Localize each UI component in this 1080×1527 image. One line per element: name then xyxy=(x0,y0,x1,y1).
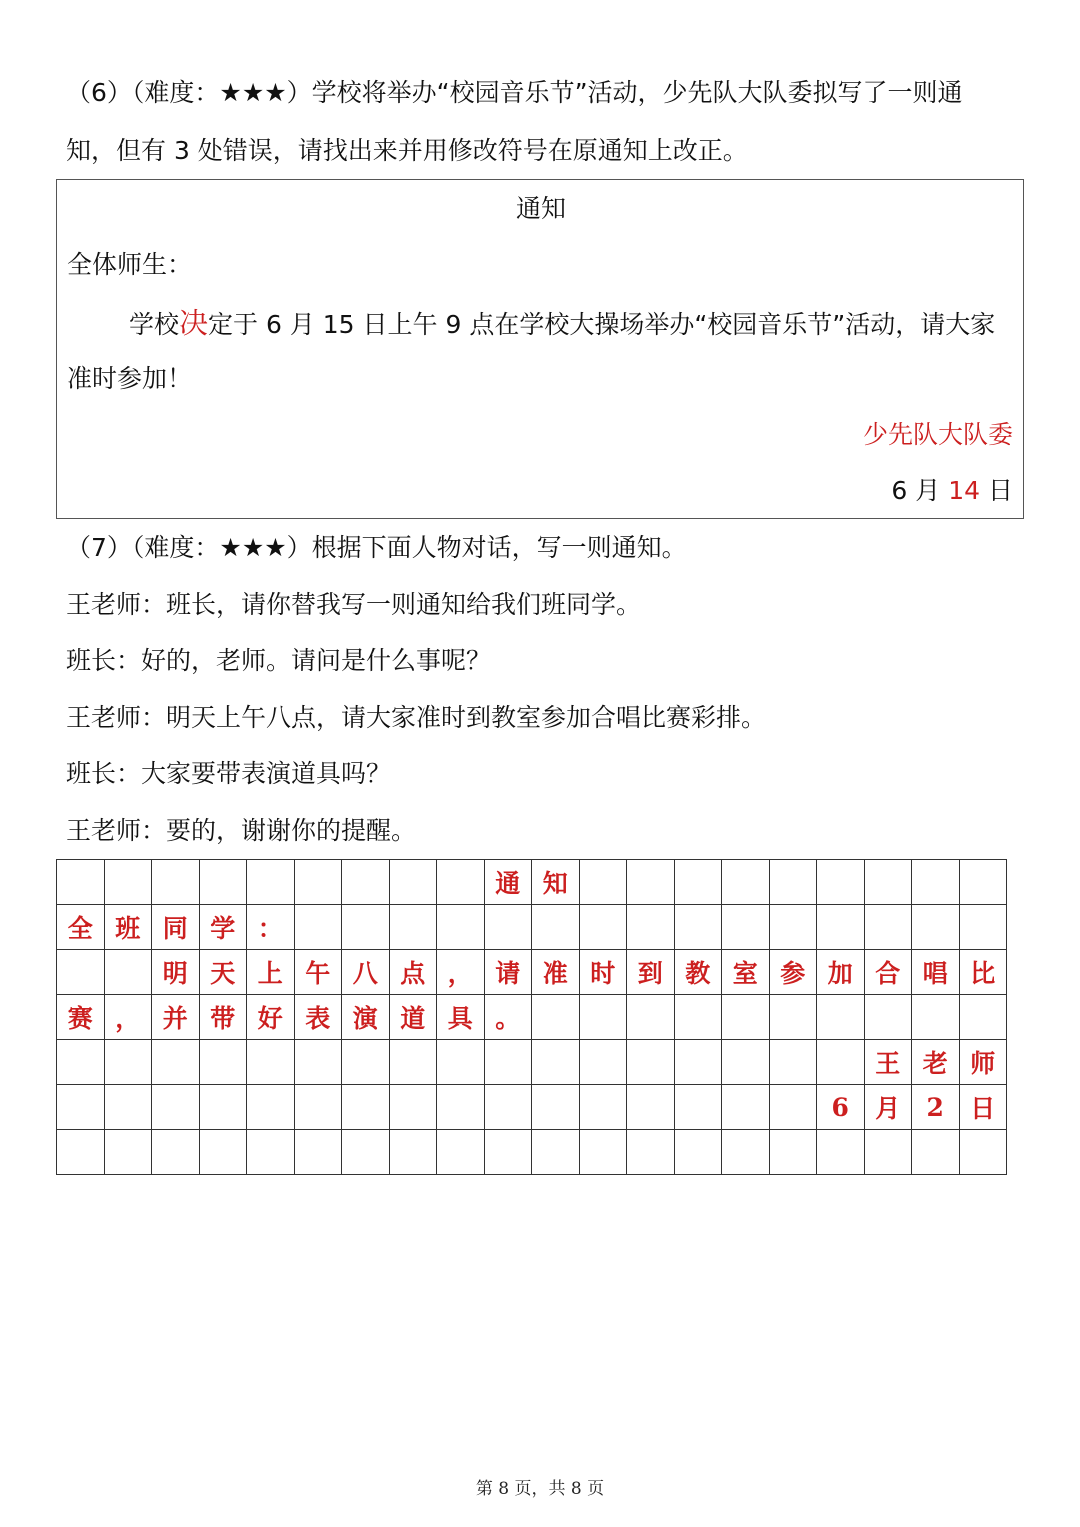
grid-cell xyxy=(389,860,437,905)
notice-date-suffix: 日 xyxy=(980,476,1013,505)
dialogue-line: 王老师：要的，谢谢你的提醒。 xyxy=(66,816,417,845)
grid-cell xyxy=(817,995,865,1040)
grid-cell: 点 xyxy=(389,950,437,995)
grid-cell xyxy=(912,860,960,905)
grid-cell: 学 xyxy=(199,905,247,950)
grid-cell xyxy=(437,905,485,950)
grid-cell xyxy=(722,1130,770,1175)
grid-cell: 室 xyxy=(722,950,770,995)
notice-body-after: 定于 6 月 15 日上午 9 点在学校大操场举办“校园音乐节”活动，请大家 xyxy=(208,310,996,339)
grid-row xyxy=(57,860,1007,905)
grid-cell xyxy=(959,905,1007,950)
grid-cell xyxy=(294,1130,342,1175)
notice-title: 通知 xyxy=(515,194,566,223)
grid-cell xyxy=(579,860,627,905)
grid-row xyxy=(57,905,1007,950)
grid-cell xyxy=(104,950,152,995)
grid-cell xyxy=(864,995,912,1040)
grid-cell: 道 xyxy=(389,995,437,1040)
grid-cell: 比 xyxy=(959,950,1007,995)
grid-cell xyxy=(152,860,200,905)
grid-cell: 带 xyxy=(199,995,247,1040)
grid-cell xyxy=(722,1085,770,1130)
grid-cell xyxy=(912,905,960,950)
dialogue-line: 王老师：班长，请你替我写一则通知给我们班同学。 xyxy=(66,590,642,619)
grid-cell xyxy=(294,1040,342,1085)
grid-cell xyxy=(769,1085,817,1130)
grid-cell: 日 xyxy=(959,1085,1007,1130)
grid-cell: 好 xyxy=(247,995,295,1040)
grid-cell: 上 xyxy=(247,950,295,995)
notice-date xyxy=(891,474,1013,508)
grid-cell: 同 xyxy=(152,905,200,950)
notice-signature: 少先队大队委 xyxy=(862,420,1013,449)
notice-date-month: 6 月 xyxy=(891,476,949,505)
grid-cell: 表 xyxy=(294,995,342,1040)
dialogue-line: 王老师：明天上午八点，请大家准时到教室参加合唱比赛彩排。 xyxy=(66,703,767,732)
grid-cell xyxy=(674,995,722,1040)
grid-cell xyxy=(484,1040,532,1085)
grid-cell xyxy=(437,1130,485,1175)
grid-cell: 合 xyxy=(864,950,912,995)
grid-cell xyxy=(532,995,580,1040)
grid-cell xyxy=(817,1040,865,1085)
grid-cell: 演 xyxy=(342,995,390,1040)
grid-cell xyxy=(294,1085,342,1130)
grid-cell xyxy=(342,1085,390,1130)
grid-cell xyxy=(294,905,342,950)
grid-cell xyxy=(247,1130,295,1175)
grid-cell xyxy=(342,860,390,905)
grid-cell xyxy=(627,995,675,1040)
grid-cell xyxy=(769,1040,817,1085)
grid-cell xyxy=(247,1085,295,1130)
grid-cell: 王 xyxy=(864,1040,912,1085)
grid-cell xyxy=(342,1130,390,1175)
grid-cell xyxy=(674,860,722,905)
grid-cell xyxy=(104,1130,152,1175)
grid-cell xyxy=(627,905,675,950)
grid-cell xyxy=(199,860,247,905)
grid-cell: 6 xyxy=(817,1085,865,1130)
grid-cell: 2 xyxy=(912,1085,960,1130)
grid-cell: 明 xyxy=(152,950,200,995)
grid-cell xyxy=(532,1085,580,1130)
grid-cell xyxy=(722,905,770,950)
grid-cell xyxy=(199,1130,247,1175)
grid-cell xyxy=(389,1085,437,1130)
grid-cell: 午 xyxy=(294,950,342,995)
grid-cell xyxy=(389,1040,437,1085)
grid-cell xyxy=(484,905,532,950)
grid-cell xyxy=(912,1130,960,1175)
notice-salutation: 全体师生： xyxy=(67,250,193,279)
grid-cell xyxy=(627,1085,675,1130)
grid-row xyxy=(57,1130,1007,1175)
grid-cell: 请 xyxy=(484,950,532,995)
grid-cell xyxy=(817,1130,865,1175)
grid-cell: 准 xyxy=(532,950,580,995)
grid-cell xyxy=(247,860,295,905)
grid-cell: 师 xyxy=(959,1040,1007,1085)
grid-cell xyxy=(104,1040,152,1085)
grid-cell: 天 xyxy=(199,950,247,995)
grid-cell xyxy=(152,1085,200,1130)
grid-cell xyxy=(199,1085,247,1130)
grid-cell: 全 xyxy=(57,905,105,950)
grid-cell: ， xyxy=(437,950,485,995)
grid-cell: 赛 xyxy=(57,995,105,1040)
grid-cell xyxy=(579,1130,627,1175)
grid-cell: 唱 xyxy=(912,950,960,995)
notice-box xyxy=(56,179,1024,519)
grid-cell xyxy=(532,1040,580,1085)
grid-row xyxy=(57,950,1007,995)
q6-question-line2: 知，但有 3 处错误，请找出来并用修改符号在原通知上改正。 xyxy=(66,136,748,165)
grid-cell: 知 xyxy=(532,860,580,905)
grid-cell xyxy=(722,860,770,905)
grid-cell: 具 xyxy=(437,995,485,1040)
grid-cell xyxy=(437,1085,485,1130)
grid-cell xyxy=(104,1085,152,1130)
grid-cell xyxy=(769,860,817,905)
grid-cell xyxy=(437,1040,485,1085)
notice-date-day: 14 xyxy=(948,476,981,505)
grid-cell xyxy=(532,905,580,950)
grid-cell xyxy=(342,1040,390,1085)
grid-cell xyxy=(864,1130,912,1175)
grid-cell xyxy=(104,860,152,905)
grid-cell xyxy=(484,1085,532,1130)
grid-cell xyxy=(57,1085,105,1130)
notice-body-line2: 准时参加！ xyxy=(67,364,193,393)
grid-cell: 八 xyxy=(342,950,390,995)
grid-cell xyxy=(57,1040,105,1085)
grid-cell xyxy=(294,860,342,905)
grid-cell: 班 xyxy=(104,905,152,950)
grid-row xyxy=(57,995,1007,1040)
grid-cell xyxy=(389,905,437,950)
grid-cell xyxy=(57,950,105,995)
grid-row xyxy=(57,1040,1007,1085)
grid-cell xyxy=(864,860,912,905)
grid-cell xyxy=(769,995,817,1040)
dialogue-line: 班长：大家要带表演道具吗？ xyxy=(66,759,392,788)
grid-cell xyxy=(579,1040,627,1085)
grid-cell xyxy=(674,1085,722,1130)
grid-cell: 到 xyxy=(627,950,675,995)
grid-cell: 加 xyxy=(817,950,865,995)
grid-cell xyxy=(959,860,1007,905)
q7-question: （7）（难度：★★★）根据下面人物对话，写一则通知。 xyxy=(66,533,687,562)
grid-cell xyxy=(342,905,390,950)
grid-cell xyxy=(152,1040,200,1085)
q6-question-line1: （6）（难度：★★★）学校将举办“校园音乐节”活动，少先队大队委拟写了一则通 xyxy=(66,78,963,107)
dialogue-line: 班长：好的，老师。请问是什么事呢？ xyxy=(66,646,492,675)
grid-cell xyxy=(769,1130,817,1175)
answer-grid xyxy=(56,859,1007,1175)
grid-cell: 通 xyxy=(484,860,532,905)
grid-cell xyxy=(959,1130,1007,1175)
grid-cell xyxy=(57,1130,105,1175)
grid-cell xyxy=(674,1130,722,1175)
grid-cell xyxy=(627,860,675,905)
grid-cell xyxy=(579,905,627,950)
grid-cell: 参 xyxy=(769,950,817,995)
grid-cell xyxy=(627,1130,675,1175)
grid-cell: 。 xyxy=(484,995,532,1040)
grid-cell: 教 xyxy=(674,950,722,995)
grid-cell xyxy=(247,1040,295,1085)
grid-cell xyxy=(389,1130,437,1175)
grid-cell xyxy=(912,995,960,1040)
grid-cell xyxy=(437,860,485,905)
grid-cell: 月 xyxy=(864,1085,912,1130)
grid-cell xyxy=(152,1130,200,1175)
grid-cell xyxy=(579,995,627,1040)
grid-cell xyxy=(627,1040,675,1085)
grid-row xyxy=(57,1085,1007,1130)
grid-cell xyxy=(674,1040,722,1085)
page-footer: 第 8 页，共 8 页 xyxy=(475,1479,605,1499)
grid-cell xyxy=(532,1130,580,1175)
grid-cell: ： xyxy=(247,905,295,950)
grid-cell xyxy=(199,1040,247,1085)
grid-cell xyxy=(484,1130,532,1175)
grid-cell xyxy=(674,905,722,950)
grid-cell: 时 xyxy=(579,950,627,995)
grid-cell: 老 xyxy=(912,1040,960,1085)
grid-cell: 并 xyxy=(152,995,200,1040)
grid-cell xyxy=(722,995,770,1040)
notice-body-before: 学校 xyxy=(129,310,180,339)
grid-cell xyxy=(57,860,105,905)
grid-cell xyxy=(579,1085,627,1130)
grid-cell: ， xyxy=(104,995,152,1040)
notice-body-line1 xyxy=(129,306,995,342)
grid-cell xyxy=(864,905,912,950)
grid-cell xyxy=(769,905,817,950)
grid-cell xyxy=(817,860,865,905)
grid-cell xyxy=(722,1040,770,1085)
notice-body-corrected-char: 决 xyxy=(179,306,209,340)
grid-cell xyxy=(959,995,1007,1040)
grid-cell xyxy=(817,905,865,950)
